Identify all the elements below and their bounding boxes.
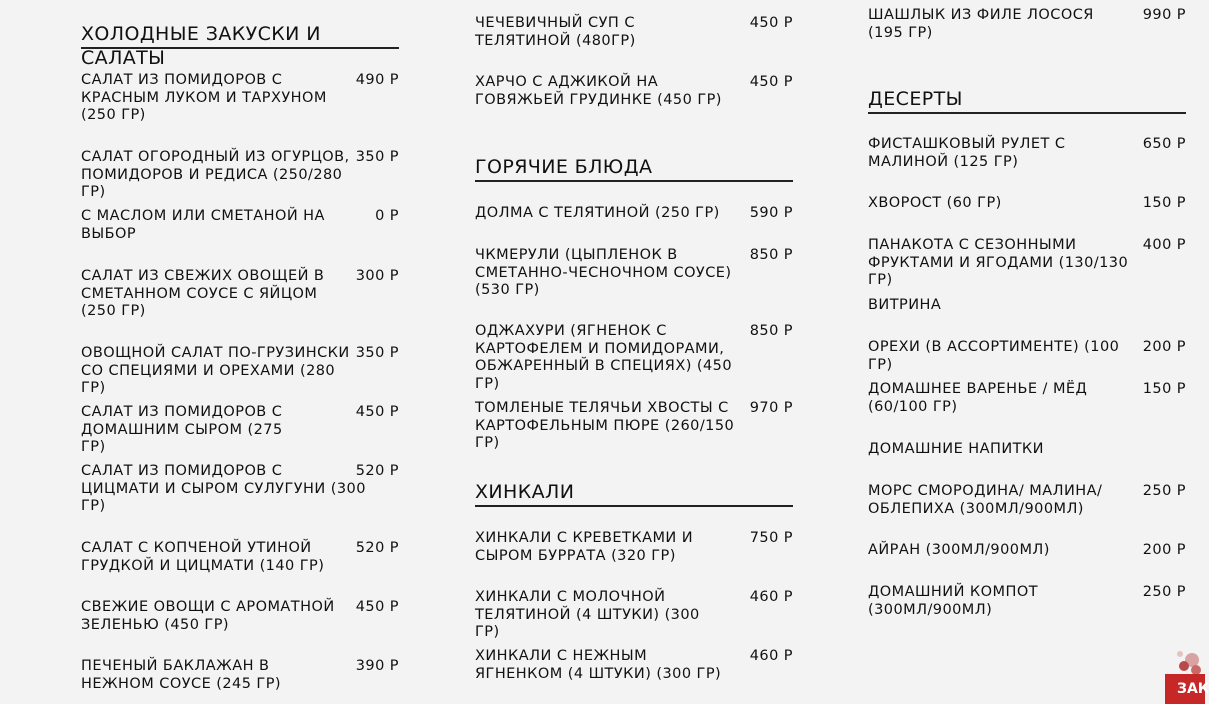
menu-item bbox=[868, 7, 1186, 42]
menu-item-price: 460 Р bbox=[749, 648, 793, 664]
menu-item bbox=[81, 658, 399, 693]
menu-item-name: ОРЕХИ (В АССОРТИМЕНТЕ) (100 ГР) bbox=[868, 339, 1120, 373]
menu-item-price: 650 Р bbox=[1142, 136, 1186, 152]
flower-decoration-icon bbox=[1172, 640, 1202, 676]
menu-item-name: ОВОЩНОЙ САЛАТ ПО-ГРУЗИНСКИ СО СПЕЦИЯМИ И ОРЕХАМИ (280 ГР) bbox=[81, 345, 350, 396]
menu-item bbox=[868, 542, 1186, 560]
menu-item-name: ХИНКАЛИ С КРЕВЕТКАМИ И СЫРОМ БУРРАТА (320 ГР) bbox=[475, 530, 694, 564]
menu-item bbox=[81, 149, 399, 202]
menu-item-name: АЙРАН (300МЛ/900МЛ) bbox=[868, 542, 1050, 558]
menu-item-price: 350 Р bbox=[355, 149, 399, 165]
menu-item bbox=[868, 339, 1186, 374]
menu-item bbox=[81, 268, 399, 321]
menu-item-price: 350 Р bbox=[355, 345, 399, 361]
menu-item-price: 200 Р bbox=[1142, 339, 1186, 355]
menu-item bbox=[81, 72, 399, 125]
menu-item-price: 150 Р bbox=[1142, 195, 1186, 211]
menu-item bbox=[81, 208, 399, 243]
menu-item bbox=[81, 540, 399, 575]
menu-item-price: 250 Р bbox=[1142, 584, 1186, 600]
menu-item-name: ШАШЛЫК ИЗ ФИЛЕ ЛОСОСЯ (195 ГР) bbox=[868, 7, 1094, 41]
menu-item-price: 450 Р bbox=[355, 599, 399, 615]
section-title-khinkali: ХИНКАЛИ bbox=[475, 480, 793, 507]
menu-item-name: САЛАТ ИЗ ПОМИДОРОВ С ЦИЦМАТИ И СЫРОМ СУЛУГУНИ (300 ГР) bbox=[81, 463, 366, 514]
menu-item bbox=[868, 195, 1186, 213]
menu-item bbox=[475, 400, 793, 453]
menu-item-name: ДОМАШНЕЕ ВАРЕНЬЕ / МЁД (60/100 ГР) bbox=[868, 381, 1088, 415]
menu-item-name: ЧЕЧЕВИЧНЫЙ СУП С ТЕЛЯТИНОЙ (480ГР) bbox=[475, 15, 636, 49]
menu-item-name: ЧКМЕРУЛИ (ЦЫПЛЕНОК В СМЕТАННО-ЧЕСНОЧНОМ СОУСЕ) (530 ГР) bbox=[475, 247, 732, 298]
section-title-hot-dishes: ГОРЯЧИЕ БЛЮДА bbox=[475, 155, 793, 182]
menu-item-price: 450 Р bbox=[749, 15, 793, 31]
menu-item-price: 0 Р bbox=[375, 208, 399, 224]
order-button[interactable]: ЗАК bbox=[1165, 674, 1205, 704]
menu-item-price: 400 Р bbox=[1142, 237, 1186, 253]
menu-item-name: ХИНКАЛИ С НЕЖНЫМ ЯГНЕНКОМ (4 ШТУКИ) (300 ГР) bbox=[475, 648, 722, 682]
menu-item-name: САЛАТ ИЗ ПОМИДОРОВ С КРАСНЫМ ЛУКОМ И ТАРХУНОМ (250 ГР) bbox=[81, 72, 327, 123]
menu-item-name: СВЕЖИЕ ОВОЩИ С АРОМАТНОЙ ЗЕЛЕНЬЮ (450 ГР) bbox=[81, 599, 335, 633]
menu-item-name: МОРС СМОРОДИНА/ МАЛИНА/ ОБЛЕПИХА (300МЛ/900МЛ) bbox=[868, 483, 1103, 517]
menu-item-price: 450 Р bbox=[355, 404, 399, 420]
menu-item-name: С МАСЛОМ ИЛИ СМЕТАНОЙ НА ВЫБОР bbox=[81, 208, 325, 242]
menu-item-price: 850 Р bbox=[749, 323, 793, 339]
menu-item bbox=[868, 381, 1186, 416]
menu-item-name: ФИСТАШКОВЫЙ РУЛЕТ С МАЛИНОЙ (125 ГР) bbox=[868, 136, 1066, 170]
menu-item-price: 970 Р bbox=[749, 400, 793, 416]
menu-item-price: 850 Р bbox=[749, 247, 793, 263]
menu-item-price: 300 Р bbox=[355, 268, 399, 284]
menu-item-name: САЛАТ ИЗ ПОМИДОРОВ С ДОМАШНИМ СЫРОМ (275 ГР) bbox=[81, 404, 283, 455]
menu-item bbox=[81, 599, 399, 634]
menu-item-name: ПЕЧЕНЫЙ БАКЛАЖАН В НЕЖНОМ СОУСЕ (245 ГР) bbox=[81, 658, 282, 692]
section-title-desserts: ДЕСЕРТЫ bbox=[868, 87, 1186, 114]
menu-item-name: САЛАТ ИЗ СВЕЖИХ ОВОЩЕЙ В СМЕТАННОМ СОУСЕ С ЯЙЦОМ (250 ГР) bbox=[81, 268, 325, 319]
menu-item-name: ХАРЧО С АДЖИКОЙ НА ГОВЯЖЬЕЙ ГРУДИНКЕ (450 ГР) bbox=[475, 74, 722, 108]
menu-item bbox=[475, 589, 793, 642]
menu-item bbox=[475, 74, 793, 109]
menu-item bbox=[868, 584, 1186, 619]
menu-item bbox=[81, 463, 399, 516]
menu-item bbox=[868, 136, 1186, 171]
menu-item-price: 490 Р bbox=[355, 72, 399, 88]
menu-item-name: САЛАТ С КОПЧЕНОЙ УТИНОЙ ГРУДКОЙ И ЦИЦМАТИ (140 ГР) bbox=[81, 540, 325, 574]
menu-item bbox=[475, 323, 793, 393]
menu-item-name: ДОМАШНИЙ КОМПОТ (300МЛ/900МЛ) bbox=[868, 584, 1039, 618]
menu-item-price: 990 Р bbox=[1142, 7, 1186, 23]
menu-item-name: ПАНАКОТА С СЕЗОННЫМИ ФРУКТАМИ И ЯГОДАМИ (130/130 ГР) bbox=[868, 237, 1129, 288]
section-title-cold-appetizers: ХОЛОДНЫЕ ЗАКУСКИ И САЛАТЫ bbox=[81, 22, 399, 49]
menu-item-price: 460 Р bbox=[749, 589, 793, 605]
subsection-label-drinks: ДОМАШНИЕ НАПИТКИ bbox=[868, 441, 1044, 457]
menu-item bbox=[868, 483, 1186, 518]
menu-item-price: 200 Р bbox=[1142, 542, 1186, 558]
menu-item bbox=[475, 247, 793, 300]
menu-item-price: 590 Р bbox=[749, 205, 793, 221]
menu-item-name: ТОМЛЕНЫЕ ТЕЛЯЧЬИ ХВОСТЫ С КАРТОФЕЛЬНЫМ ПЮРЕ (260/150 ГР) bbox=[475, 400, 735, 451]
menu-item bbox=[81, 404, 399, 457]
menu-item bbox=[475, 205, 793, 223]
menu-item-price: 250 Р bbox=[1142, 483, 1186, 499]
menu-item bbox=[475, 15, 793, 50]
subsection-label-vitrina: ВИТРИНА bbox=[868, 297, 942, 313]
menu-item bbox=[475, 530, 793, 565]
menu-item bbox=[81, 345, 399, 398]
menu-item bbox=[868, 237, 1186, 290]
menu-item-name: ХИНКАЛИ С МОЛОЧНОЙ ТЕЛЯТИНОЙ (4 ШТУКИ) (300 ГР) bbox=[475, 589, 700, 640]
menu-item-price: 520 Р bbox=[355, 463, 399, 479]
menu-item-name: ДОЛМА С ТЕЛЯТИНОЙ (250 ГР) bbox=[475, 205, 720, 221]
menu-item-price: 750 Р bbox=[749, 530, 793, 546]
menu-item-name: ХВОРОСТ (60 ГР) bbox=[868, 195, 1002, 211]
menu-item-name: ОДЖАХУРИ (ЯГНЕНОК С КАРТОФЕЛЕМ И ПОМИДОРАМИ, ОБЖАРЕННЫЙ В СПЕЦИЯХ) (450 ГР) bbox=[475, 323, 733, 392]
menu-item-price: 390 Р bbox=[355, 658, 399, 674]
menu-item-price: 520 Р bbox=[355, 540, 399, 556]
menu-item-price: 150 Р bbox=[1142, 381, 1186, 397]
menu-item bbox=[475, 648, 793, 683]
menu-item-price: 450 Р bbox=[749, 74, 793, 90]
menu-item-name: САЛАТ ОГОРОДНЫЙ ИЗ ОГУРЦОВ, ПОМИДОРОВ И РЕДИСА (250/280 ГР) bbox=[81, 149, 350, 200]
